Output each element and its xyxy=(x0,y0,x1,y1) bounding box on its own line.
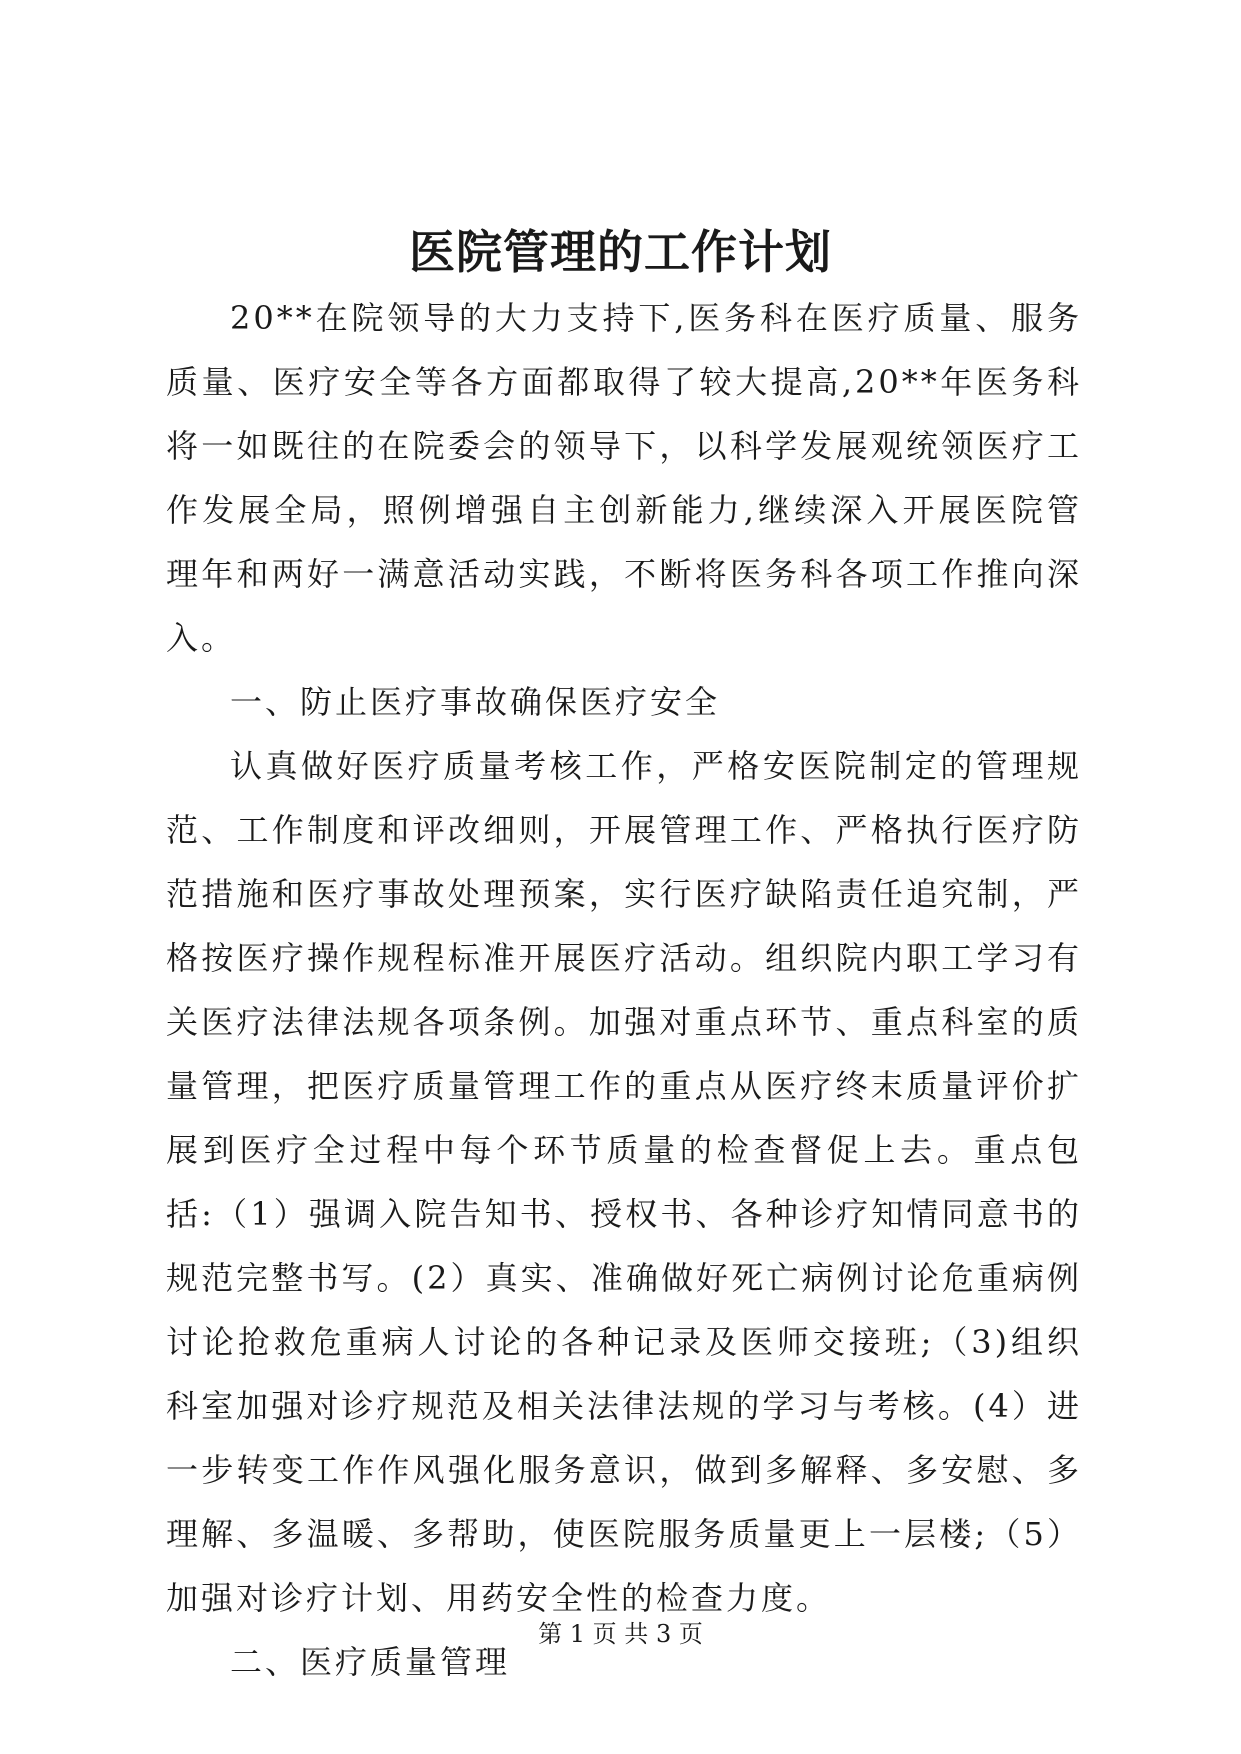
section-heading-1: 一、防止医疗事故确保医疗安全 xyxy=(230,683,721,721)
paragraph-section-1: 认真做好医疗质量考核工作，严格安医院制定的管理规范、工作制度和评改细则，开展管理工作、严格执行医疗防范措施和医疗事故处理预案，实行医疗缺陷责任追究制，严格按医疗操作规程标准开展医疗活动。组织院内职工学习有关医疗法律法规各项条例。加强对重点环节、重点科室的质量管理，把医疗质量管理工作的重点从医疗终末质量评价扩展到医疗全过程中每个环节质量的检查督促上去。重点包括:（1）强调入院告知书、授权书、各种诊疗知情同意书的规范完整书写。(2）真实、准确做好死亡病例讨论危重病例讨论抢救危重病人讨论的各种记录及医师交接班;（3)组织科室加强对诊疗规范及相关法律法规的学习与考核。(4）进一步转变工作作风强化服务意识，做到多解释、多安慰、多理解、多温暖、多帮助，使医院服务质量更上一层楼;（5）加强对诊疗计划、用药安全性的检查力度。 xyxy=(166,747,1082,1617)
page-title: 医院管理的工作计划 xyxy=(409,225,832,279)
section-heading-2: 二、医疗质量管理 xyxy=(230,1643,511,1681)
page-footer: 第 1 页 共 3 页 xyxy=(538,1620,703,1648)
paragraph-intro: 20**在院领导的大力支持下,医务科在医疗质量、服务质量、医疗安全等各方面都取得了较大提高,20**年医务科将一如既往的在院委会的领导下，以科学发展观统领医疗工作发展全局，照例增强自主创新能力,继续深入开展医院管理年和两好一满意活动实践，不断将医务科各项工作推向深入。 xyxy=(166,299,1082,657)
document-body xyxy=(166,286,1082,1694)
